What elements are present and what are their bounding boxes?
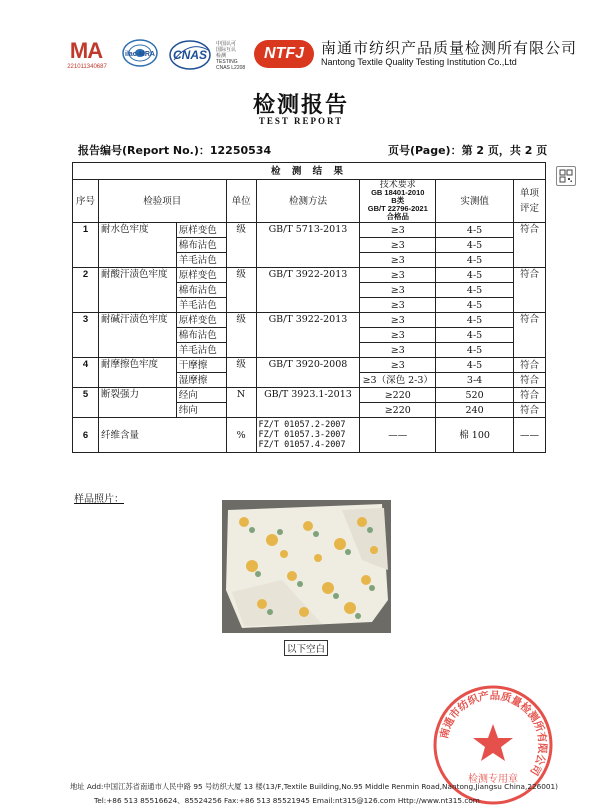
row-1-method: GB/T 5713-2013 (256, 223, 360, 268)
row-5-sub-2-name: 纬向 (176, 403, 226, 418)
row-3-seq: 3 (73, 313, 99, 358)
header-judge: 单项评定 (513, 180, 545, 223)
report-number (78, 142, 271, 158)
row-6-item: 纤维含量 (98, 418, 226, 453)
row-2-seq: 2 (73, 268, 99, 313)
row-6-judge: —— (513, 418, 545, 453)
row-4-method: GB/T 3920-2008 (256, 358, 360, 388)
row-2-sub-1-name: 原样变色 (176, 268, 226, 283)
row-6-method-3: FZ/T 01057.4-2007 (258, 440, 346, 450)
row-4-sub-2-judge: 符合 (513, 373, 545, 388)
table-header-row (73, 180, 546, 223)
blank-below-note: 以下空白 (284, 640, 328, 656)
ntfj-logo (254, 36, 316, 74)
table-row (73, 313, 546, 328)
row-2-sub-2-req: ≥3 (360, 283, 436, 298)
row-5-sub-1-req: ≥220 (360, 388, 436, 403)
header-tech-req-std1: GB 18401-2010 (371, 188, 425, 197)
row-3-sub-1-value: 4-5 (436, 313, 514, 328)
cnas-en: TESTING (216, 59, 238, 65)
row-3-sub-2-req: ≥3 (360, 328, 436, 343)
row-1-sub-2-name: 棉布沾色 (176, 238, 226, 253)
ntfj-logo-text: NTFJ (264, 45, 304, 62)
row-4-sub-2-req: ≥3（深色 2-3） (360, 373, 436, 388)
row-1-item: 耐水色牢度 (98, 223, 176, 268)
row-3-sub-2-value: 4-5 (436, 328, 514, 343)
row-2-sub-2-value: 4-5 (436, 283, 514, 298)
row-3-method: GB/T 3922-2013 (256, 313, 360, 358)
row-1-sub-2-req: ≥3 (360, 238, 436, 253)
row-5-method: GB/T 3923.1-2013 (256, 388, 360, 418)
header-tech-req-std2: GB/T 22796-2021 (367, 204, 428, 213)
row-5-sub-1-value: 520 (436, 388, 514, 403)
row-4-sub-1-name: 干摩擦 (176, 358, 226, 373)
cma-number: 221011340687 (67, 64, 107, 70)
row-6-seq: 6 (73, 418, 99, 453)
row-5-sub-2-req: ≥220 (360, 403, 436, 418)
row-5-unit: N (226, 388, 256, 418)
footer-address: 地址 Add:中国江苏省南通市人民中路 95 号纺织大厦 13 楼(13/F,Textile Building,No.95 Middle Renmin Road,Nantong,Jiangsu China,226001) (70, 782, 559, 791)
row-6-unit: % (226, 418, 256, 453)
sample-photo (222, 500, 391, 633)
cnas-number: CNAS L2208 (216, 65, 246, 71)
row-2-sub-1-value: 4-5 (436, 268, 514, 283)
qr-code-icon[interactable] (556, 166, 576, 186)
row-5-sub-2-value: 240 (436, 403, 514, 418)
row-3-sub-1-req: ≥3 (360, 313, 436, 328)
row-4-sub-2-name: 湿摩擦 (176, 373, 226, 388)
header-method: 检测方法 (256, 180, 360, 223)
row-4-item: 耐摩擦色牢度 (98, 358, 176, 388)
row-4-sub-1-judge: 符合 (513, 358, 545, 373)
cma-logo-text: MA (69, 38, 103, 63)
sample-photo-label: 样品照片： (74, 494, 124, 505)
seal-center-text: 检测专用章 (468, 774, 518, 785)
row-6-methods (256, 418, 360, 453)
row-3-judge: 符合 (513, 313, 545, 358)
row-2-sub-3-req: ≥3 (360, 298, 436, 313)
row-2-judge: 符合 (513, 268, 545, 313)
report-title-cn: 检测报告 (252, 93, 349, 118)
cnas-cn-line-2: 国际互认 (216, 47, 237, 53)
row-2-method: GB/T 3922-2013 (256, 268, 360, 313)
row-5-sub-2-judge: 符合 (513, 403, 545, 418)
header-seq: 序号 (73, 180, 99, 223)
row-5-sub-1-name: 经向 (176, 388, 226, 403)
row-1-sub-1-name: 原样变色 (176, 223, 226, 238)
header-tech-req-class: B类 (391, 196, 405, 205)
row-6-method-2: FZ/T 01057.3-2007 (258, 430, 346, 440)
row-5-seq: 5 (73, 388, 99, 418)
row-1-sub-3-value: 4-5 (436, 253, 514, 268)
header-tech-req-grade: 合格品 (386, 212, 410, 221)
row-6-req: —— (360, 418, 436, 453)
institution-name-en: Nantong Textile Quality Testing Institution Co.,Ltd (321, 57, 517, 67)
ilac-logo-text: ilac-MRA (125, 51, 155, 58)
page-number-label: 页号(Page)： (388, 144, 462, 157)
cnas-cn-line-1: 中国认可 (216, 41, 237, 47)
institution-name-cn: 南通市纺织产品质量检测所有限公司 (321, 39, 578, 57)
row-3-sub-3-req: ≥3 (360, 343, 436, 358)
header-unit: 单位 (226, 180, 256, 223)
table-row (73, 223, 546, 238)
row-1-seq: 1 (73, 223, 99, 268)
cnas-logo (168, 36, 250, 74)
page-number-value: 第 2 页，共 2 页 (461, 144, 548, 157)
header-item: 检验项目 (98, 180, 226, 223)
report-number-value: 12250534 (209, 144, 272, 157)
row-5-sub-1-judge: 符合 (513, 388, 545, 403)
row-3-sub-2-name: 棉布沾色 (176, 328, 226, 343)
row-1-sub-1-req: ≥3 (360, 223, 436, 238)
footer-contact: Tel:+86 513 85516624、85524256 Fax:+86 513 85521945 Email:nt315@126.com Http://www.nt315.com (94, 796, 480, 805)
row-4-sub-1-value: 4-5 (436, 358, 514, 373)
row-4-seq: 4 (73, 358, 99, 388)
row-1-unit: 级 (226, 223, 256, 268)
cnas-cn-line-3: 检测 (216, 53, 227, 59)
table-row (73, 418, 546, 453)
header-result: 实测值 (436, 180, 514, 223)
ilac-mra-logo (118, 36, 162, 74)
report-number-label: 报告编号(Report No.)： (78, 144, 210, 157)
header-tech-req-title: 技术要求 (379, 180, 416, 190)
report-title-en: TEST REPORT (258, 116, 344, 126)
row-3-sub-3-value: 4-5 (436, 343, 514, 358)
table-section-title: 检 测 结 果 (73, 163, 546, 180)
row-2-sub-3-value: 4-5 (436, 298, 514, 313)
row-3-item: 耐碱汗渍色牢度 (98, 313, 176, 358)
row-3-unit: 级 (226, 313, 256, 358)
row-4-unit: 级 (226, 358, 256, 388)
row-6-value: 棉 100 (436, 418, 514, 453)
table-row (73, 268, 546, 283)
row-2-sub-2-name: 棉布沾色 (176, 283, 226, 298)
row-4-sub-1-req: ≥3 (360, 358, 436, 373)
table-row (73, 388, 546, 403)
row-4-sub-2-value: 3-4 (436, 373, 514, 388)
results-table (72, 162, 546, 453)
row-1-sub-2-value: 4-5 (436, 238, 514, 253)
row-3-sub-1-name: 原样变色 (176, 313, 226, 328)
cnas-logo-text: CNAS (172, 48, 208, 62)
row-1-judge: 符合 (513, 223, 545, 268)
row-2-sub-3-name: 羊毛沾色 (176, 298, 226, 313)
row-2-item: 耐酸汗渍色牢度 (98, 268, 176, 313)
row-1-sub-3-name: 羊毛沾色 (176, 253, 226, 268)
row-3-sub-3-name: 羊毛沾色 (176, 343, 226, 358)
cma-logo (64, 36, 108, 74)
row-2-sub-1-req: ≥3 (360, 268, 436, 283)
row-2-unit: 级 (226, 268, 256, 313)
header-tech-req (360, 180, 436, 223)
table-row (73, 358, 546, 373)
row-5-item: 断裂强力 (98, 388, 176, 418)
row-6-method-1: FZ/T 01057.2-2007 (258, 420, 346, 430)
row-1-sub-3-req: ≥3 (360, 253, 436, 268)
page-number (388, 142, 547, 158)
row-1-sub-1-value: 4-5 (436, 223, 514, 238)
seal-ring-text: 南通市纺织产品质量检测所有限公司 (438, 689, 549, 778)
